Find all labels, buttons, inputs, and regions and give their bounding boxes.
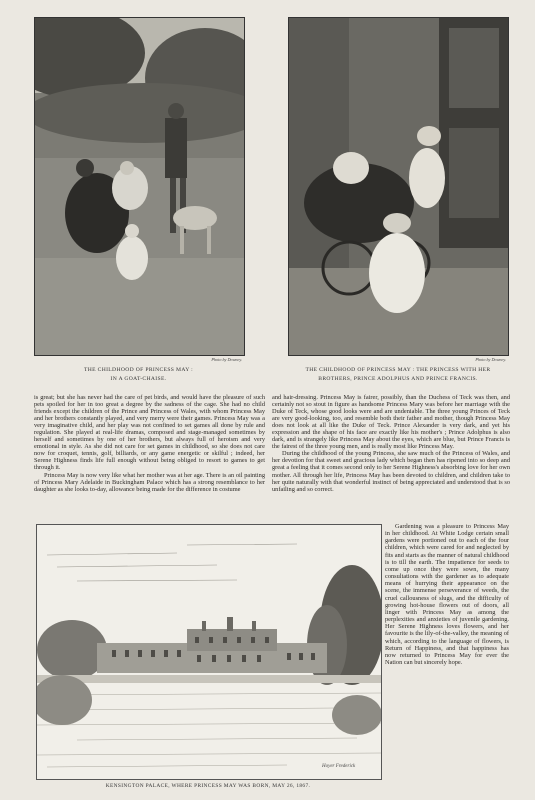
article-column-right [272,394,510,493]
article-paragraph: and hair-dressing. Princess May is fairer, possibly, than the Duchess of Teck was then, and certainly not so stout in figure as handsome Princess Mary was before her marriage with the Duke of Teck, whose good looks were and are undeniable. The three young Princes of Teck are very good-looking, too, and resemble both their father and mother, though Princess May does not look at all like the Duke of Teck. Prince Alexander is very dark, and yet his expression and the shape of his face are exactly like his mother's ; Prince Adolphus is also dark, and is strangely like Princess May about the eyes, which are blue, but Prince Francis is the fairest of the three young men, and is really most like Princess May. [272,394,510,451]
article-paragraph: Princess May is now very like what her mother was at her age. There is an oil painting of Princess Mary Adelaide in Buckingham Palace which has a strong resemblance to her daughter as she looks to-day, allowance being made for the difference in costume [34,471,265,493]
caption-left-line1: THE CHILDHOOD OF PRINCESS MAY : [83,367,194,373]
caption-right-line2: BROTHERS, PRINCE ADOLPHUS AND PRINCE FRANCIS. [318,376,478,382]
caption-right-line1: THE CHILDHOOD OF PRINCESS MAY : THE PRINCESS WITH HER [305,367,491,373]
photo-credit-right: Photo by Downey. [475,357,506,362]
photo-goat-chaise [34,17,245,356]
engraving-kensington-palace [36,524,382,780]
article-column-left [34,394,265,493]
photo-princess-with-brothers [288,17,509,356]
engraving-artist-signature: Hoyer Frederick [322,764,356,769]
engraving-caption: KENSINGTON PALACE, WHERE PRINCESS MAY WAS BORN, MAY 26, 1867. [105,783,311,789]
article-paragraph: During the childhood of the young Princess, she saw much of the Princess of Wales, and her devotion for that sweet and gracious lady which began then has ripened into so deep and great a feeling that it comes second only to her Serene Highness's absorbing love for her own mother. All through her life, Princess May has been devoted to children, and children take to her quite naturally with that wonderful instinct of being appreciated and understood that is so unfailing and so correct. [272,450,510,493]
article-paragraph: Gardening was a pleasure to Princess May in her childhood. At White Lodge certain small gardens were portioned out to each of the four children, which were cared for and neglected by fits and starts as the manner of natural childhood is to till the earth. The impatience for seeds to come up once they were sown, the many consultations with the gardener as to adequate means of hurrying their appearance on the scene, the immense perseverance of weeds, the cruel callousness of slugs, and the difficulty of growing hot-house flowers out of doors, all linger with Princess May as among the perplexities and anxieties of juvenile gardening. Her Serene Highness loves flowers, and her favourite is the lily-of-the-valley, the meaning of which, according to the language of flowers, is Return of Happiness, and that happiness has now returned to Princess May for ever the Nation can but sincerely hope. [385,523,509,666]
photo-credit-left: Photo by Downey. [211,357,242,362]
article-paragraph: is great; but she has never had the care of pet birds, and would have the pleasure of such pets spoiled for her in too great a degree by the sadness of the cage. She had no child friends except the children of the Prince and Princess of Wales, with whom Princess May and her brothers constantly played, and very merry were their games. Princess May was a very imaginative child, and her play was not confined to set games all done by rule and regulation. She played at real-life dramas, composed and stage-managed sometimes by herself and sometimes by one of her brothers, but always full of heroism and very emotional in style. As she did not care for set games in childhood, so she does not care now for croquet, tennis, golf, billiards, or any game energetic or skilful ; indeed, her Serene Highness finds life full enough without being obliged to resort to games to get through it. [34,394,265,472]
caption-left-line2: IN A GOAT-CHAISE. [110,376,167,382]
article-column-narrow [385,523,509,666]
